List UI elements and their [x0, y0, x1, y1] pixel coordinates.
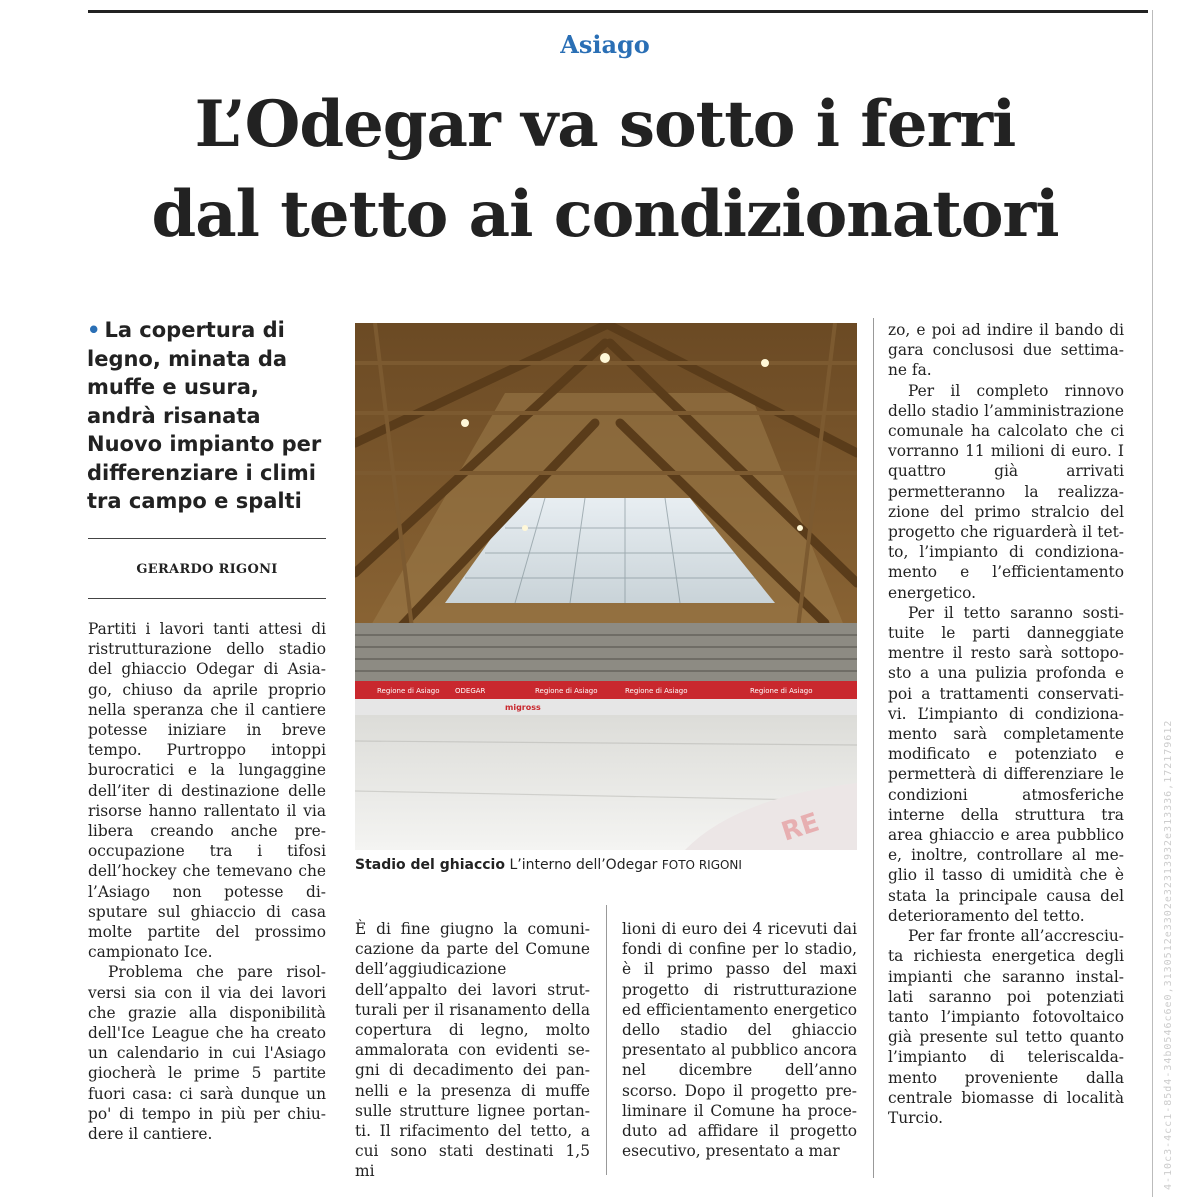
arena-photo: [355, 323, 857, 850]
board-label: Regione di Asiago: [535, 687, 598, 695]
column-1-paragraph-2: Problema che pare risolversi sia con il via dei lavori che grazie alla disponibilità dell'Ice League che ha creato un calendario in cui l'Asiago giocherà le prime 5 partite fuori casa: ci sarà dunque un po' di tempo in più per chiudere il cantiere.: [88, 963, 326, 1144]
column-3-paragraph-1: lioni di euro dei 4 ricevuti dai fondi di confine per lo stadio, è il primo passo del maxi progetto di ristrutturazione ed efficientamento energetico dello stadio del ghiaccio presentato al pubblico ancora nel dicembre dell’anno scorso. Dopo il progetto preliminare il Comune ha proceduto ad affidare il progetto esecutivo, presentato a mar: [622, 920, 857, 1161]
column-1: [88, 619, 326, 1144]
headline-line-2: dal tetto ai condizionatori: [151, 177, 1059, 252]
byline-rule-bottom: [88, 598, 326, 599]
caption-text: L’interno dell’Odegar: [509, 857, 658, 873]
column-4-paragraph-3: Per il tetto saranno sostituite le parti danneggiate mentre il resto sarà sottoposto a una pulizia profonda e poi a trattamenti conservativi. L’impianto di condizionamento sarà completamente modificato e potenziato e permetterà di differenziare le condizioni atmosferiche interne della struttura tra area ghiaccio e area pubblico e, inoltre, controllare al meglio il tasso di umidità che è stata la principale causa del deterioramento del tetto.: [888, 603, 1124, 925]
column-4-paragraph-1: zo, e poi ad indire il bando di gara conclusosi due settimane fa.: [888, 321, 1124, 380]
column-3: [622, 919, 857, 1161]
deck-text: La copertura di legno, minata da muffe e usura, andrà risanata Nuovo impianto per differenziare i climi tra campo e spalti: [87, 318, 322, 513]
column-4-paragraph-2: Per il completo rinnovo dello stadio l’amministrazione comunale ha calcolato che ci vorranno 11 milioni di euro. I quattro già arrivati permetteranno la realizzazione del primo stralcio del progetto che riguarderà il tetto, l’impianto di condizionamento e l’efficientamento energetico.: [888, 381, 1124, 602]
caption-title: Stadio del ghiaccio: [355, 857, 505, 873]
column-divider: [606, 905, 607, 1175]
byline: GERARDO RIGONI: [136, 562, 278, 577]
board-label: Regione di Asiago: [625, 687, 688, 695]
board-label: ODEGAR: [455, 687, 486, 695]
column-1-paragraph-1: Partiti i lavori tanti attesi di ristrutturazione dello stadio del ghiaccio Odegar di Asiago, chiuso da aprile proprio nella speranza che il cantiere potesse iniziare in breve tempo. Purtroppo intoppi burocratici e la lungaggine dell’iter di destinazione delle risorse hanno rallentato il via libera creando anche preoccupazione tra i tifosi dell’hockey che temevano che l’Asiago non potesse disputare sul ghiaccio di casa molte partite del prossimo campionato Ice.: [88, 620, 326, 962]
arena-photo-image: [355, 323, 857, 850]
svg-text:RE: RE: [777, 807, 824, 848]
section-kicker: Asiago: [560, 30, 650, 59]
column-divider: [873, 318, 874, 1178]
column-4-paragraph-4: Per far fronte all’accresciuta richiesta energetica degli impianti che saranno installati saranno poi potenziati tanto l’impianto fotovoltaico già presente sul tetto quanto l’impianto di teleriscaldamento proveniente dalla centrale biomasse di località Turcio.: [888, 927, 1124, 1127]
edge-code: 4-10c3-4cc1-85d4-34b0546c6e0,3130512e3302e32313932e313336,172179612: [1163, 719, 1174, 1190]
column-2: [355, 919, 590, 1182]
photo-caption: [355, 857, 875, 873]
board-label: Regione di Asiago: [750, 687, 813, 695]
headline-line-1: L’Odegar va sotto i ferri: [194, 87, 1016, 162]
column-4: [888, 320, 1124, 1128]
top-rule: [88, 10, 1148, 13]
byline-rule-top: [88, 538, 326, 539]
board-label: Regione di Asiago: [377, 687, 440, 695]
deck-bullet: •: [87, 318, 101, 342]
deck: [87, 316, 332, 516]
page-edge-line: [1152, 10, 1153, 1197]
board-label: migross: [505, 703, 541, 712]
column-2-paragraph-1: È di fine giugno la comunicazione da parte del Comune dell’aggiudicazione dell’appalto dei lavori strutturali per il risanamento della copertura di legno, molto ammalorata con evidenti segni di decadimento dei pannelli e la presenza di muffe sulle strutture lignee portanti. Il rifacimento del tetto, a cui sono stati destinati 1,5 mi: [355, 920, 590, 1181]
caption-credit: FOTO RIGONI: [661, 858, 742, 872]
headline: [90, 80, 1120, 260]
